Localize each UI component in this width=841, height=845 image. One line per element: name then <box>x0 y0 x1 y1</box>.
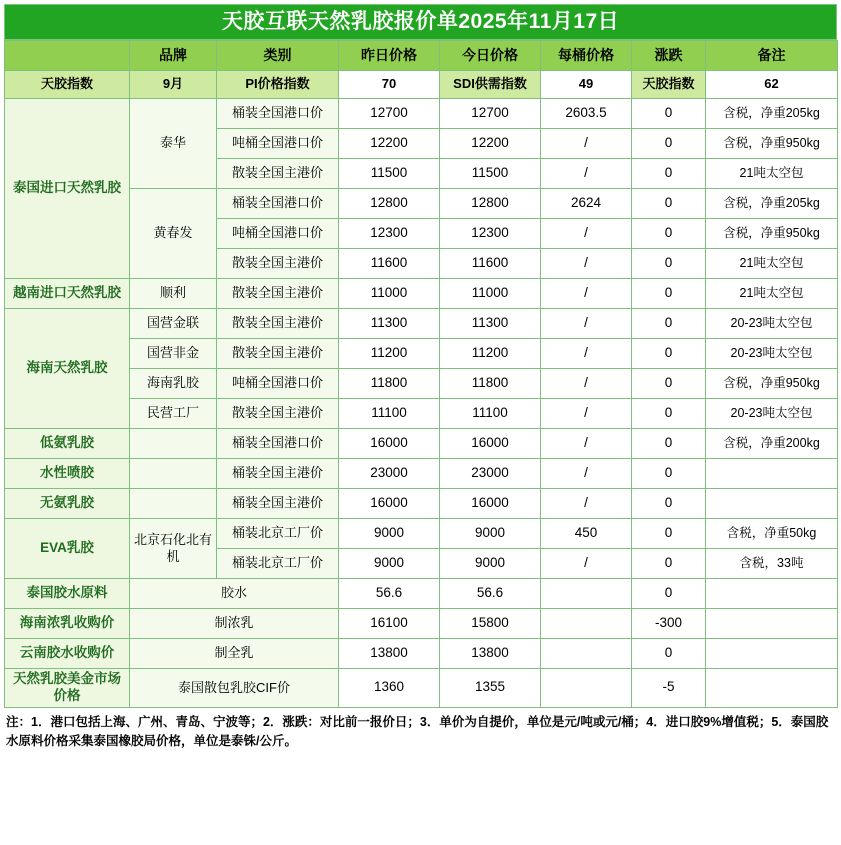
row-per-barrel-price: / <box>541 249 632 279</box>
index-tj-value: 62 <box>706 71 838 99</box>
index-label: 天胶指数 <box>5 71 130 99</box>
row-change: 0 <box>632 579 706 609</box>
row-brand: 黄春发 <box>130 189 217 279</box>
row-change: 0 <box>632 339 706 369</box>
row-per-barrel-price: / <box>541 219 632 249</box>
row-today-price: 13800 <box>440 639 541 669</box>
col-header-today: 今日价格 <box>440 41 541 71</box>
row-today-price: 11200 <box>440 339 541 369</box>
row-remark: 21吨太空包 <box>706 159 838 189</box>
row-per-barrel-price <box>541 609 632 639</box>
row-change: 0 <box>632 309 706 339</box>
table-row <box>5 579 838 609</box>
row-remark: 20-23吨太空包 <box>706 399 838 429</box>
row-group-label: 海南天然乳胶 <box>5 309 130 429</box>
row-per-barrel-price: / <box>541 339 632 369</box>
row-yesterday-price: 11000 <box>339 279 440 309</box>
row-today-price: 12800 <box>440 189 541 219</box>
col-header-category: 类别 <box>217 41 339 71</box>
table-row <box>5 669 838 708</box>
row-remark: 含税，净重200kg <box>706 429 838 459</box>
row-today-price: 16000 <box>440 429 541 459</box>
row-yesterday-price: 16100 <box>339 609 440 639</box>
row-yesterday-price: 16000 <box>339 429 440 459</box>
row-today-price: 12200 <box>440 129 541 159</box>
row-yesterday-price: 1360 <box>339 669 440 708</box>
row-yesterday-price: 11200 <box>339 339 440 369</box>
row-change: 0 <box>632 429 706 459</box>
table-row <box>5 429 838 459</box>
row-change: 0 <box>632 159 706 189</box>
table-row <box>5 489 838 519</box>
index-sdi-value: 49 <box>541 71 632 99</box>
col-header-change: 涨跌 <box>632 41 706 71</box>
table-row <box>5 639 838 669</box>
row-remark: 20-23吨太空包 <box>706 309 838 339</box>
row-category: 散装全国主港价 <box>217 399 339 429</box>
row-per-barrel-price: 450 <box>541 519 632 549</box>
row-brand <box>130 459 217 489</box>
row-category: 散装全国主港价 <box>217 309 339 339</box>
index-pi-value: 70 <box>339 71 440 99</box>
row-brand <box>130 489 217 519</box>
row-group-label: 海南浓乳收购价 <box>5 609 130 639</box>
row-remark: 含税，净重950kg <box>706 219 838 249</box>
row-change: 0 <box>632 249 706 279</box>
row-per-barrel-price <box>541 639 632 669</box>
row-today-price: 11000 <box>440 279 541 309</box>
row-category: 桶装北京工厂价 <box>217 549 339 579</box>
row-group-label: 低氨乳胶 <box>5 429 130 459</box>
row-change: 0 <box>632 279 706 309</box>
row-brand: 顺利 <box>130 279 217 309</box>
row-brand: 民营工厂 <box>130 399 217 429</box>
row-remark: 21吨太空包 <box>706 279 838 309</box>
row-brand: 国营非金 <box>130 339 217 369</box>
row-per-barrel-price: / <box>541 429 632 459</box>
row-remark <box>706 489 838 519</box>
row-today-price: 11300 <box>440 309 541 339</box>
row-change: 0 <box>632 369 706 399</box>
row-per-barrel-price: / <box>541 549 632 579</box>
row-per-barrel-price: / <box>541 129 632 159</box>
row-yesterday-price: 11800 <box>339 369 440 399</box>
row-change: 0 <box>632 99 706 129</box>
row-category: 桶装全国港口价 <box>217 99 339 129</box>
row-change: 0 <box>632 219 706 249</box>
table-row <box>5 459 838 489</box>
row-yesterday-price: 12700 <box>339 99 440 129</box>
row-remark: 含税，净重205kg <box>706 99 838 129</box>
row-per-barrel-price: / <box>541 369 632 399</box>
row-remark: 含税，净重205kg <box>706 189 838 219</box>
row-group-label: 云南胶水收购价 <box>5 639 130 669</box>
index-month: 9月 <box>130 71 217 99</box>
row-yesterday-price: 9000 <box>339 519 440 549</box>
row-today-price: 12300 <box>440 219 541 249</box>
page-title: 天胶互联天然乳胶报价单2025年11月17日 <box>4 4 837 40</box>
row-brand <box>130 429 217 459</box>
row-remark: 含税，净重50kg <box>706 519 838 549</box>
row-yesterday-price: 9000 <box>339 549 440 579</box>
row-brand: 泰华 <box>130 99 217 189</box>
col-header-remark: 备注 <box>706 41 838 71</box>
row-category: 吨桶全国港口价 <box>217 219 339 249</box>
row-change: 0 <box>632 399 706 429</box>
table-row <box>5 339 838 369</box>
row-change: -300 <box>632 609 706 639</box>
table-row <box>5 309 838 339</box>
index-sdi-label: SDI供需指数 <box>440 71 541 99</box>
row-today-price: 16000 <box>440 489 541 519</box>
row-category: 胶水 <box>130 579 339 609</box>
row-today-price: 11500 <box>440 159 541 189</box>
col-header-brand: 品牌 <box>130 41 217 71</box>
row-today-price: 23000 <box>440 459 541 489</box>
row-per-barrel-price: / <box>541 309 632 339</box>
row-remark: 含税，33吨 <box>706 549 838 579</box>
row-yesterday-price: 13800 <box>339 639 440 669</box>
row-change: -5 <box>632 669 706 708</box>
row-per-barrel-price: / <box>541 159 632 189</box>
row-group-label: 泰国胶水原料 <box>5 579 130 609</box>
table-row <box>5 189 838 219</box>
row-category: 泰国散包乳胶CIF价 <box>130 669 339 708</box>
table-row <box>5 279 838 309</box>
row-yesterday-price: 11100 <box>339 399 440 429</box>
row-today-price: 12700 <box>440 99 541 129</box>
row-per-barrel-price: / <box>541 399 632 429</box>
row-today-price: 56.6 <box>440 579 541 609</box>
row-yesterday-price: 11600 <box>339 249 440 279</box>
row-brand: 北京石化北有机 <box>130 519 217 579</box>
row-category: 桶装全国港口价 <box>217 429 339 459</box>
row-yesterday-price: 23000 <box>339 459 440 489</box>
col-header-yesterday: 昨日价格 <box>339 41 440 71</box>
table-row <box>5 519 838 549</box>
row-remark: 含税，净重950kg <box>706 369 838 399</box>
row-brand: 国营金联 <box>130 309 217 339</box>
row-today-price: 15800 <box>440 609 541 639</box>
row-per-barrel-price: 2603.5 <box>541 99 632 129</box>
row-category: 散装全国主港价 <box>217 249 339 279</box>
row-group-label: EVA乳胶 <box>5 519 130 579</box>
row-per-barrel-price <box>541 579 632 609</box>
table-row <box>5 399 838 429</box>
row-category: 吨桶全国港口价 <box>217 129 339 159</box>
row-change: 0 <box>632 489 706 519</box>
row-yesterday-price: 11500 <box>339 159 440 189</box>
row-change: 0 <box>632 129 706 159</box>
row-remark <box>706 459 838 489</box>
table-body <box>5 99 838 708</box>
row-category: 制全乳 <box>130 639 339 669</box>
row-category: 散装全国主港价 <box>217 159 339 189</box>
row-yesterday-price: 12200 <box>339 129 440 159</box>
row-category: 桶装全国主港价 <box>217 489 339 519</box>
row-today-price: 11100 <box>440 399 541 429</box>
row-group-label: 越南进口天然乳胶 <box>5 279 130 309</box>
row-category: 散装全国主港价 <box>217 339 339 369</box>
row-per-barrel-price: 2624 <box>541 189 632 219</box>
row-today-price: 9000 <box>440 519 541 549</box>
row-remark: 含税，净重950kg <box>706 129 838 159</box>
row-brand: 海南乳胶 <box>130 369 217 399</box>
row-per-barrel-price <box>541 669 632 708</box>
footnote: 注：1．港口包括上海、广州、青岛、宁波等；2．涨跌：对比前一报价日；3．单价为自提价，单位是元/吨或元/桶；4．进口胶9%增值税；5．泰国胶水原料价格采集泰国橡胶局价格，单位是泰铢/公斤。 <box>6 714 829 749</box>
row-category: 散装全国主港价 <box>217 279 339 309</box>
row-per-barrel-price: / <box>541 279 632 309</box>
row-group-label: 天然乳胶美金市场价格 <box>5 669 130 708</box>
row-change: 0 <box>632 189 706 219</box>
row-yesterday-price: 12300 <box>339 219 440 249</box>
row-category: 制浓乳 <box>130 609 339 639</box>
row-yesterday-price: 16000 <box>339 489 440 519</box>
row-remark: 20-23吨太空包 <box>706 339 838 369</box>
row-group-label: 泰国进口天然乳胶 <box>5 99 130 279</box>
row-today-price: 1355 <box>440 669 541 708</box>
quote-table <box>4 40 838 708</box>
row-change: 0 <box>632 459 706 489</box>
row-category: 吨桶全国港口价 <box>217 369 339 399</box>
row-group-label: 无氨乳胶 <box>5 489 130 519</box>
row-category: 桶装北京工厂价 <box>217 519 339 549</box>
table-row <box>5 609 838 639</box>
row-category: 桶装全国主港价 <box>217 459 339 489</box>
index-tj-label: 天胶指数 <box>632 71 706 99</box>
row-yesterday-price: 12800 <box>339 189 440 219</box>
row-remark <box>706 669 838 708</box>
row-per-barrel-price: / <box>541 459 632 489</box>
row-change: 0 <box>632 639 706 669</box>
col-header-group <box>5 41 130 71</box>
row-today-price: 9000 <box>440 549 541 579</box>
col-header-per-barrel: 每桶价格 <box>541 41 632 71</box>
row-group-label: 水性喷胶 <box>5 459 130 489</box>
row-remark <box>706 639 838 669</box>
row-today-price: 11800 <box>440 369 541 399</box>
row-change: 0 <box>632 519 706 549</box>
row-per-barrel-price: / <box>541 489 632 519</box>
row-remark <box>706 579 838 609</box>
row-change: 0 <box>632 549 706 579</box>
row-category: 桶装全国港口价 <box>217 189 339 219</box>
index-pi-label: PI价格指数 <box>217 71 339 99</box>
table-row <box>5 99 838 129</box>
index-row <box>5 71 838 99</box>
table-header-row <box>5 41 838 71</box>
table-row <box>5 369 838 399</box>
row-remark <box>706 609 838 639</box>
row-today-price: 11600 <box>440 249 541 279</box>
row-yesterday-price: 56.6 <box>339 579 440 609</box>
row-remark: 21吨太空包 <box>706 249 838 279</box>
row-yesterday-price: 11300 <box>339 309 440 339</box>
